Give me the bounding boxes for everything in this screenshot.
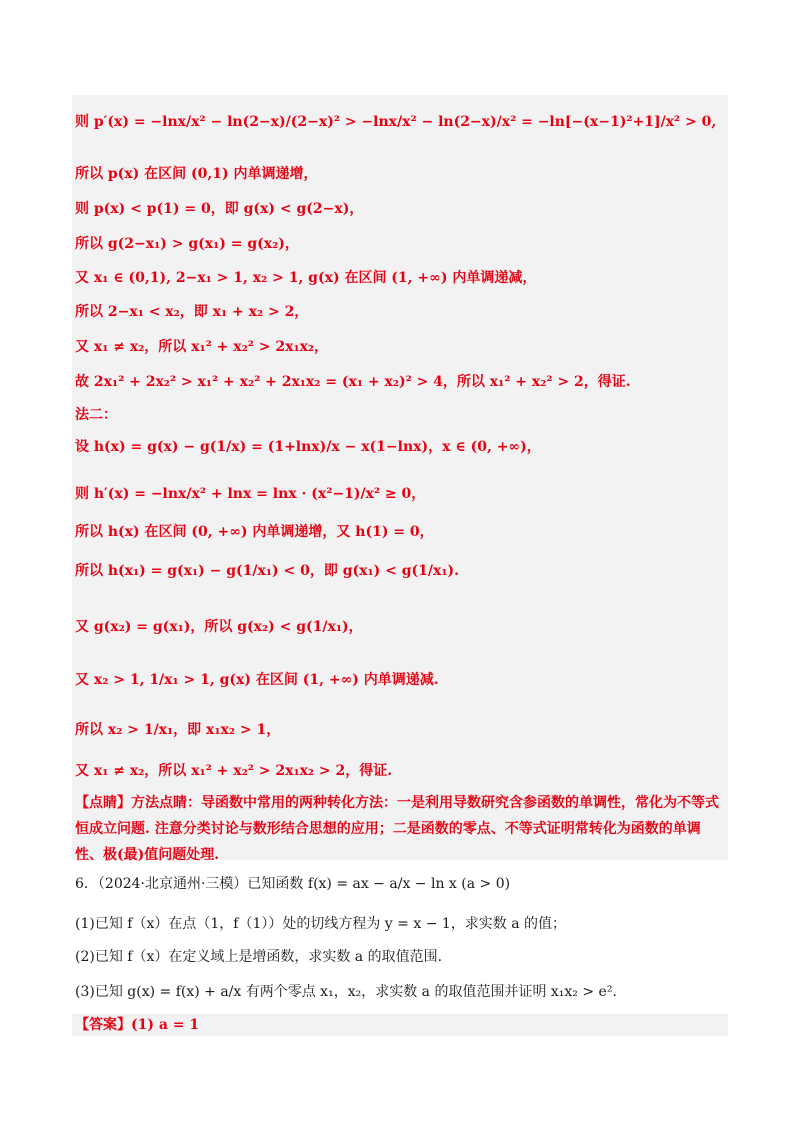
problem-stem: 6．（2024·北京通州·三模）已知函数 f(x) = ax − a/x − ln x (a > 0)	[75, 876, 511, 892]
tip-block	[75, 790, 725, 868]
solution-line: 又 x₁ ≠ x₂，所以 x₁² + x₂² > 2x₁x₂ > 2，得证.	[75, 763, 393, 779]
solution-line: 所以 p(x) 在区间 (0,1) 内单调递增，	[75, 166, 318, 182]
solution-line: 所以 x₂ > 1/x₁，即 x₁x₂ > 1，	[75, 722, 281, 738]
method-two-heading: 法二：	[75, 407, 117, 423]
answer-label: 【答案】	[75, 1017, 131, 1033]
answer-text: (1) a = 1	[131, 1017, 200, 1033]
solution-line: 所以 g(2−x₁) > g(x₁) = g(x₂)，	[75, 236, 299, 252]
solution-line: 则 p(x) < p(1) = 0，即 g(x) < g(2−x)，	[75, 201, 364, 217]
problem-part: (2)已知 f（x）在定义域上是增函数，求实数 a 的取值范围.	[75, 949, 443, 965]
solution-line: 故 2x₁² + 2x₂² > x₁² + x₂² + 2x₁x₂ = (x₁ + x₂)² > 4，所以 x₁² + x₂² > 2，得证.	[75, 374, 631, 390]
solution-line: 则 h′(x) = −lnx/x² + lnx = lnx · (x²−1)/x² ≥ 0，	[75, 486, 426, 502]
solution-line: 所以 h(x₁) = g(x₁) − g(1/x₁) < 0，即 g(x₁) < g(1/x₁).	[75, 563, 459, 579]
solution-line: 又 x₂ > 1, 1/x₁ > 1, g(x) 在区间 (1, +∞) 内单调递减.	[75, 672, 439, 688]
tip-text: 方法点睛：导函数中常用的两种转化方法：一是利用导数研究含参函数的单调性，常化为不等式恒成立问题. 注意分类讨论与数形结合思想的应用；二是函数的零点、不等式证明常转化为函数的单调性、极(最)值问题处理.	[75, 795, 719, 863]
problem-part: (3)已知 g(x) = f(x) + a/x 有两个零点 x₁，x₂，求实数 a 的取值范围并证明 x₁x₂ > e².	[75, 984, 617, 1000]
solution-line: 又 g(x₂) = g(x₁)，所以 g(x₂) < g(1/x₁)，	[75, 619, 363, 635]
answer-line	[75, 1015, 199, 1035]
solution-line: 设 h(x) = g(x) − g(1/x) = (1+lnx)/x − x(1−lnx)，x ∈ (0, +∞)，	[75, 439, 541, 455]
solution-line: 又 x₁ ≠ x₂，所以 x₁² + x₂² > 2x₁x₂，	[75, 339, 329, 355]
solution-line: 所以 2−x₁ < x₂，即 x₁ + x₂ > 2，	[75, 304, 309, 320]
tip-label: 【点睛】	[75, 795, 131, 811]
solution-line: 所以 h(x) 在区间 (0, +∞) 内单调递增，又 h(1) = 0，	[75, 524, 434, 540]
problem-part: (1)已知 f（x）在点（1，f（1））处的切线方程为 y = x − 1，求实数 a 的值；	[75, 916, 567, 932]
solution-line: 则 p′(x) = −lnx/x² − ln(2−x)/(2−x)² > −lnx/x² − ln(2−x)/x² = −ln[−(x−1)²+1]/x² > 0,	[75, 114, 717, 130]
solution-line: 又 x₁ ∈ (0,1), 2−x₁ > 1, x₂ > 1, g(x) 在区间 (1, +∞) 内单调递减，	[75, 270, 537, 286]
